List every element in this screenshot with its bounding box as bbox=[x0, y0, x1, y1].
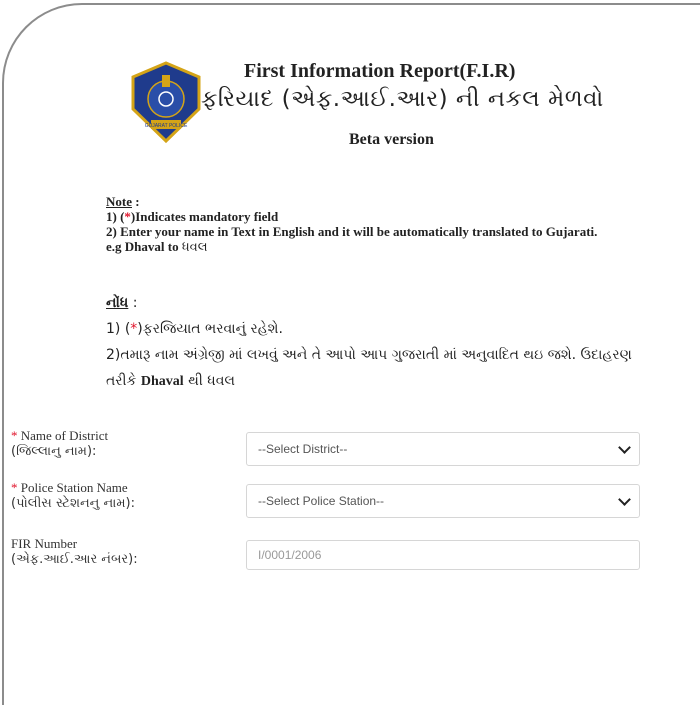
version-label: Beta version bbox=[349, 131, 434, 148]
note-english: Note : 1) (*)Indicates mandatory field 2) Enter your name in Text in English and it will be automatically translated to Gujarati. e.g Dhaval to ધવલ bbox=[106, 194, 598, 255]
district-label: * Name of District (જિલ્લાનુ નામ): bbox=[11, 428, 109, 459]
gujarat-police-logo bbox=[125, 59, 207, 145]
note-heading-gujarati: નોંધ bbox=[106, 295, 129, 311]
note-line-translation: 2) Enter your name in Text in English and it will be automatically translated to Gujarati. bbox=[106, 224, 598, 239]
page-title: First Information Report(F.I.R) bbox=[244, 60, 516, 82]
district-select[interactable]: --Select District-- bbox=[246, 432, 640, 466]
note-heading: Note bbox=[106, 194, 132, 209]
chevron-down-icon bbox=[618, 441, 631, 454]
police-station-select[interactable]: --Select Police Station-- bbox=[246, 484, 640, 518]
chevron-down-icon bbox=[618, 493, 631, 506]
fir-number-input[interactable]: I/0001/2006 bbox=[246, 540, 640, 570]
svg-text:GUJARAT POLICE: GUJARAT POLICE bbox=[144, 123, 188, 129]
page-subtitle-gujarati: ફરિયાદ (એફ.આઈ.આર) ની નકલ મેળવો bbox=[201, 86, 604, 112]
police-station-label: * Police Station Name (પોલીસ સ્ટેશનનુ નામ): bbox=[11, 480, 135, 511]
note-gujarati: નોંધ : 1) (*)ફરજિયાત ભરવાનું રહેશે. 2)તમારૂ નામ અંગ્રેજી માં લખવું અને તે આપો આપ ગુજરાતી માં અનુવાદિત થઇ જશે. ઉદાહરણ તરીકે Dhaval થી ધવલ bbox=[106, 295, 632, 389]
fir-number-label: FIR Number (એફ.આઈ.આર નંબર): bbox=[11, 536, 138, 567]
